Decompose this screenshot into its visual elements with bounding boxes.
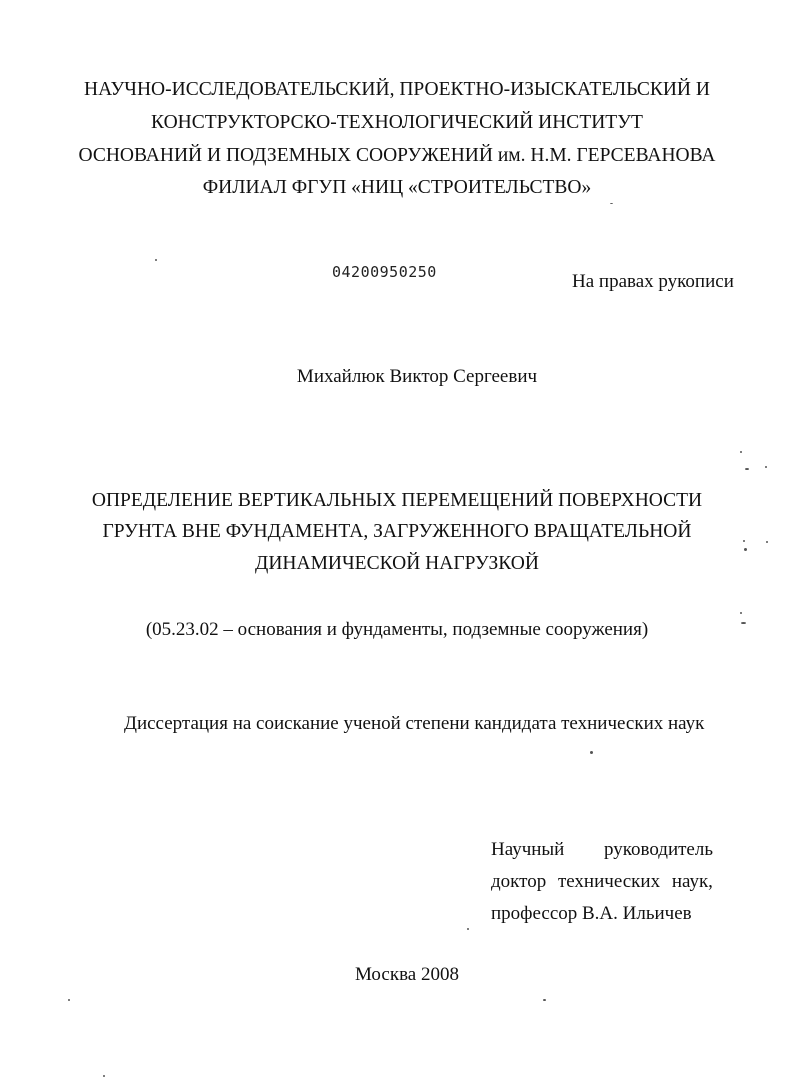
scan-speck	[68, 999, 70, 1001]
city-year: Москва 2008	[355, 964, 459, 985]
scan-speck	[766, 541, 768, 543]
dissertation-title-line-1: ОПРЕДЕЛЕНИЕ ВЕРТИКАЛЬНЫХ ПЕРЕМЕЩЕНИЙ ПОВЕРХНОСТИ	[91, 490, 703, 511]
supervisor-name: профессор В.А. Ильичев	[491, 903, 692, 924]
scan-speck	[745, 468, 749, 470]
scan-speck	[740, 612, 742, 614]
dissertation-title-line-3: ДИНАМИЧЕСКОЙ НАГРУЗКОЙ	[255, 553, 539, 574]
author-name: Михайлюк Виктор Сергеевич	[296, 366, 538, 387]
scan-speck	[740, 451, 742, 453]
scan-speck	[743, 540, 745, 542]
institute-branch-line: ФИЛИАЛ ФГУП «НИЦ «СТРОИТЕЛЬСТВО»	[202, 177, 592, 198]
institute-name-line-2: КОНСТРУКТОРСКО-ТЕХНОЛОГИЧЕСКИЙ ИНСТИТУТ	[151, 112, 643, 133]
dissertation-title-line-2: ГРУНТА ВНЕ ФУНДАМЕНТА, ЗАГРУЖЕННОГО ВРАЩАТЕЛЬНОЙ	[102, 521, 692, 542]
scan-speck	[765, 466, 767, 468]
supervisor-name-block	[491, 904, 713, 923]
scan-speck	[467, 928, 469, 930]
scan-speck	[543, 999, 546, 1001]
scan-speck	[610, 203, 613, 204]
supervisor-role-row	[491, 840, 713, 859]
scan-speck	[744, 548, 747, 551]
supervisor-block	[491, 840, 713, 859]
scan-speck	[590, 751, 593, 754]
scan-speck	[103, 1075, 105, 1077]
institute-name-line-3: ОСНОВАНИЙ И ПОДЗЕМНЫХ СООРУЖЕНИЙ им. Н.М. ГЕРСЕВАНОВА	[78, 145, 716, 166]
catalog-code: 04200950250	[332, 263, 437, 281]
supervisor-role-word-2: руководитель	[603, 839, 713, 860]
specialty-code: (05.23.02 – основания и фундаменты, подземные сооружения)	[145, 619, 649, 640]
manuscript-rights-note: На правах рукописи	[572, 271, 734, 292]
institute-name-line-1: НАУЧНО-ИССЛЕДОВАТЕЛЬСКИЙ, ПРОЕКТНО-ИЗЫСКАТЕЛЬСКИЙ И	[84, 79, 710, 100]
dissertation-degree-note: Диссертация на соискание ученой степени кандидата технических наук	[124, 713, 705, 734]
supervisor-role-word-1: Научный	[491, 839, 565, 860]
supervisor-degree: доктор технических наук,	[491, 871, 713, 892]
supervisor-degree-block	[491, 872, 713, 891]
scan-speck	[741, 622, 746, 624]
scan-speck	[155, 259, 157, 261]
